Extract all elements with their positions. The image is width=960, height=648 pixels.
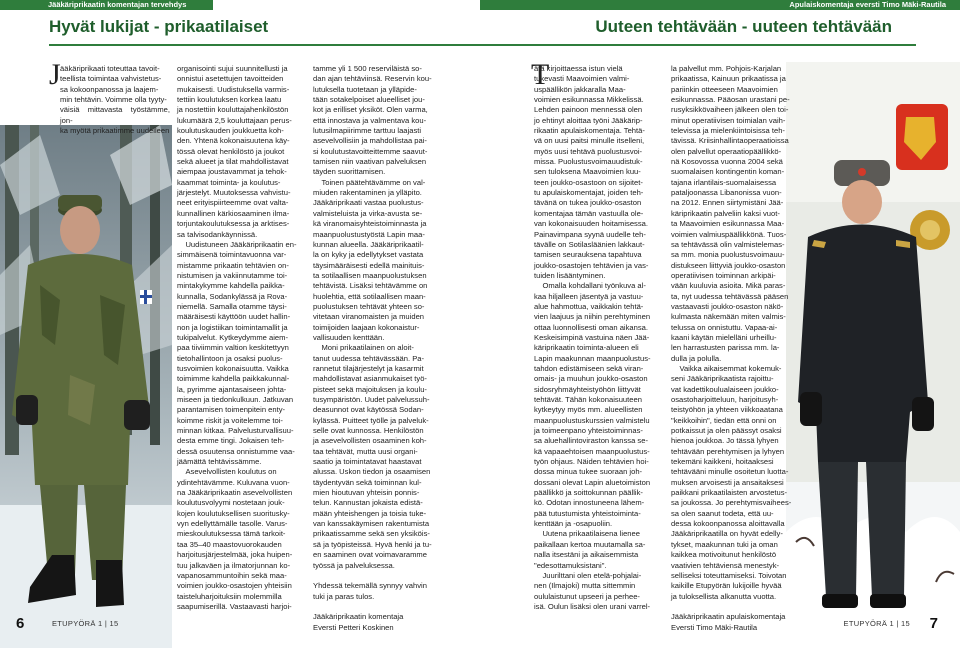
left-title-rule xyxy=(49,44,480,46)
left-header-text: Jääkäriprikaatin komentajan tervehdys xyxy=(48,0,187,9)
right-page xyxy=(480,0,960,648)
left-page-number: 6 xyxy=(16,615,25,632)
right-footer: ETUPYÖRÄ 1 | 15 xyxy=(843,619,910,628)
right-title-rule xyxy=(480,44,916,46)
left-column-2: organisointi sujui suunnitellusti ja onnistui asetettujen tavoitteiden mukaisesti. Uudistuksella varmis- tettiin koulutuksen korkea laatu ja nostettiin kouluttajahenkilöstön lukumäärä 2,5 kouluttajaan perus- koulutuskauden joukkuetta koh- den. Yhtenä kokonaisuutena käy- tössä olevat henkilöstö ja joukot sekä alueet ja tilat mahdollistavat aiempaa joustavammat ja tehok- kaammat toiminta- ja koulutus- järjestelyt. Muutoksessa vahvistu- neet erityispiirteemme ovat valta- kunnallinen kärkiosaaminen ilma- torjuntakoulutuksessa ja arktises- sa talvisodankäynnissä. Uudistuneen Jääkäriprikaatin en- simmäisenä toimintavuonna var- mistamme prikaatin tehtävien on- nistumisen ja vakiinnutamme toi- mintakykymme kahdella paikka- kunnalla, Sodankylässä ja Rova- niemellä. Samalla otamme täysi- määräisesti käyttöön uudet hallin- non ja logistiikan toimintamallit ja tukipalvelut. Kytkeydymme aiem- paa tiiviimmin valtion keskitettyyn tietohallintoon ja osaksi puolus- tusvoimien kokonaisuutta. Vaikka toimimme kahdella paikkakunnal- la, pyrimme ajantasaiseen johta- miseen ja tiedonkulkuun. Jatkuvan parantamisen toimenpitein enty- koimme riskit ja voitelemme toi- minnan kitkaa. Palvelusturvallisuu- desta emme tingi. Jokaisen teh- dessä osuutensa onnistumme vaa- jäämättä tehtävissämme. Asevelvollisten koulutus on ydintehtävämme. Kuluvana vuon- na Jääkäriprikaatin asevelvollisten koulutusvolyymi nostetaan jouk- kojen koulutuksellisen suoritusky- vyn edellyttämälle tasolle. Varus- mieskoulutuksessa tämä tarkoit- taa 35–40 maastovuorokauden harjoitusjärjestelmää, joka huipen- tuu jalkaväen ja ilmatorjunnan ko- vapanosammuntoihin sekä maa- voimien joukko-osastojen yhteisiin taisteluharjoituksiin molemmilla saapumiserillä. Vastaavasti harjoi- xyxy=(177,64,297,611)
commander-photo xyxy=(0,125,172,648)
right-header-text: Apulaiskomentaja eversti Timo Mäki-Rautila xyxy=(789,0,946,9)
right-column-2: la palvellut mm. Pohjois-Karjalan prikaatissa, Kainuun prikaatissa ja pariinkin otteeseen Maavoimien esikunnassa. Pääosan urastani pe- rusyksikkövaiheen jälkeen olen toi- minut operatiivisen toimialan vaih- televissa ja mielenkiintoisissa teh- tävissä. Kriisinhallintaoperaatioissa olen palvellut operaatiopäällikkö- nä Kosovossa vuonna 2004 sekä suomalaisen kontingentin koman- tajana irlantilais-suomalaisessa pataljoonassa Libanonissa vuon- na 2012. Ennen siirtymistäni Jää- käriprikaatin palveliin kaksi vuot- ta Maavoimien esikunnassa Maa- voimien valmiuspäällikkönä. Tuos- sa tehtävässä olin valmistelemas- sa mm. monia puolustusvoimauu- distukseen liittyviä joukko-osaston operatiivisen toiminnan arkipäi- vään kuuluvia asioita. Mikä paras- ta, nyt uudessa tehtävässä pääsen vastaavasti joukko-osaston näkö- kulmasta näkemään miten valmis- telussa on onnistuttu. Vapaa-ai- kaani käytän mielelläni urheillu- len harrastusten parissa mm. la- dulla ja polulla. Vaikka aikaisemmat kokemuk- seni Jääkäriprikaatista rajoittu- vat kadettikoulualaiseen joukko- osastoharjoitteluun, harjoitusyh- teistyöhön ja yhteen viikkoaatana "keikkoihin", tiedän että onni on potkaissut ja olen päässyt osaksi hienoa joukkoa. Jo tässä lyhyen tehtävään perehtymisen ja lyhyen tekemäni kaikkeni, hoitaaksesi tehtävääni minulle osoitetun luotta- muksen arvoisesti ja ansaitaksesi paikkani prikaatilaisten arvostetus- sa joukossa. Jo perehtymisvaihees- sa olen saanut todeta, että uu- dessa kokoonpanossa aloittavalla Jääkäriprikaatilla on hyvät edelly- tykset, maakunnan tuki ja oman kaikkea motivoitunut henkilöstö vaativien tehtäviensä menestyk- selliseksi toteuttamiseksi. Toivotan kaikille Etupyörän lukijoille hyvää ja tuloksellista alkanutta vuotta. Jääkäriprikaatin apulaiskomentaja Eversti Timo Mäki-Rautila xyxy=(671,64,792,632)
right-header-bar xyxy=(480,0,960,10)
right-lead-text: ätä kirjoittaessa istun vielä tukevasti Maavoimien valmi- uspäällikön jakkaralla Maa- voimien esikunnassa Mikkelissä. Lehden painoon mennessä olen jo ehtinyt aloittaa työni Jääkärip- rikaatin apulaiskomentaja. Tehtä- vä on uusi paitsi minulle itselleni, myös uusi tehtävä puolustusvoi- missa. Puolustusvoimauudistuk- sen tuloksena Maavoimien kuu- teen joukko-osastoon on sijoitet- tu apulaiskomentajat, joiden teh- tävänä on tukea joukko-osaston komentajaa tämän vastuulla ole- van kokonaisuuden hoitamisessa. Painavimpana syynä uudelle teh- tävälle on Sotilasläänien lakkaut- tamisen seurauksena tapahtuva joukko-osastojen tehtävien ja vas- tuiden lisääntyminen. Omalla kohdallani työnkuva al- kaa hiljalleen jäsentyä ja vastuu- alue hahmottua, vaikkakin tehtä- vien laajuus ja niihin perehtyminen ottaa luonnollisesti oman aikansa. Keskeisimpinä vastuina näen Jää- käriprikaatin toiminta-alueen eli Lapin maakunnan maanpuolustus- tahdon edistämiseen sekä viran- omais- ja muuhun joukko-osaston sidosryhmäyhteistyöhön liittyvät tehtävät. Tähän kokonaisuuteen kytkeytyy myös mm. alueellisten maanpuolustuskurssien valmistelu ja toimeenpano yhteistoiminnas- sa aluehallintoviraston kanssa se- kä vapaaehtoisen maanpuolustus- työn ohjaus. Näiden tehtävien hoi- dossa minua tukee suoraan joh- dossani olevat Lapin aluetoimiston päällikkö ja soittokunnan päällik- kö. Odotan innostuneena lähem- pää tutustumista yhteistoiminta- kenttään ja -osapuoliin. Uutena prikaatilaisena lienee paikallaan kertoa muutamalla sa- nalla itsestäni ja aikaisemmista "edesottamuksistani". Juurilttani olen etelä-pohjalai- nen (Ilmajoki) mutta sittemmin oululaistunut upseeri ja perhee- isä. Oulun lisäksi olen urani varrel- xyxy=(534,64,651,611)
officer-photo xyxy=(786,62,960,648)
right-dropcap: T xyxy=(531,58,550,91)
left-header-bar xyxy=(0,0,213,10)
left-column-3: tamme yli 1 500 reserviläistä so- dan ajan tehtäviinsä. Reservin kou- lutuksella tuotetaan ja ylläpide- tään sotakelpoiset alueelliset jou- kot ja erilliset yksiköt. Olen varma, että innostava ja valmentava kou- lutusilmapiirimme tarttuu laajasti asevelvollisiin ja mahdollistaa pai- si koulutustavoitteittemme saavut- tamisen niin vaativan palveluksen täyden suorittamisen. Toinen päätehtävämme on val- miuden rakentaminen ja ylläpito. Jääkäriprikaati vastaa puolustus- valmisteluista ja virka-avusta se- kä viranomaisyhteistoiminnasta ja maanpuolustustyöstä Lapin maa- kunnan alueella. Jääkäriprikaatil- la on kyky ja edellytykset vastata täysimääräisesti edellä mainituis- ta sotilaallisen maanpuolustuksen tehtävistä. Lisäksi tehtävämme on huolehtia, että sotilaallisen maan- puolustuksen tehtävät yhteen so- vitetaan viranomaisten ja muiden toimijoiden laajaan kokonaistur- vallisuuden kenttään. Moni prikaatilainen on aloit- tanut uudessa tehtävässään. Pa- rannetut tilajärjestelyt ja kasarmit mahdollistavat asianmukaiset työ- pisteet sekä majoituksen ja koulu- tusympäristön. Uudet palvelussuh- deasunnot ovat käytössä Sodan- kylässä. Puitteet työlle ja palveluk- selle ovat kunnossa. Henkilöstön ja asevelvollisten osaaminen koh- taa tehtävät, mutta uusi organi- saatio ja toimintatavat haastavat alussa. Uskon tiedon ja osaamisen täydentyvän sekä toiminnan kul- mien hioutuvan yhteisin ponnis- telun. Kannustan jokaista edistä- mään yhteishengen ja toisia tuke- van kanssakäymisen rakentumista prikaatissamme sekä sen yksiköis- sä ja työpisteissä. Hyvä henki ja tu- en saaminen ovat voimavaramme työssä ja palveluksessa. Yhdessä tekemällä synnyy vahvin tuki ja paras tulos. Jääkäriprikaatin komentaja Eversti Petteri Koskinen xyxy=(313,64,432,632)
left-lead-text: ääkäriprikaati toteuttaa tavoit- teellista toimintaa vahvistetus- sa kokoonpanossa ja laajem- min tehtävin. Voimme olla tyyty- väisiä mittavasta työstämme, jon- ka myötä prikaatimme uudelleen xyxy=(60,64,170,136)
left-page-title: Hyvät lukijat - prikaatilaiset xyxy=(49,17,269,36)
left-footer: ETUPYÖRÄ 1 | 15 xyxy=(52,619,119,628)
right-page-title: Uuteen tehtävään - uuteen tehtävään xyxy=(595,17,892,36)
right-page-number: 7 xyxy=(929,615,938,632)
left-dropcap: J xyxy=(49,58,61,91)
